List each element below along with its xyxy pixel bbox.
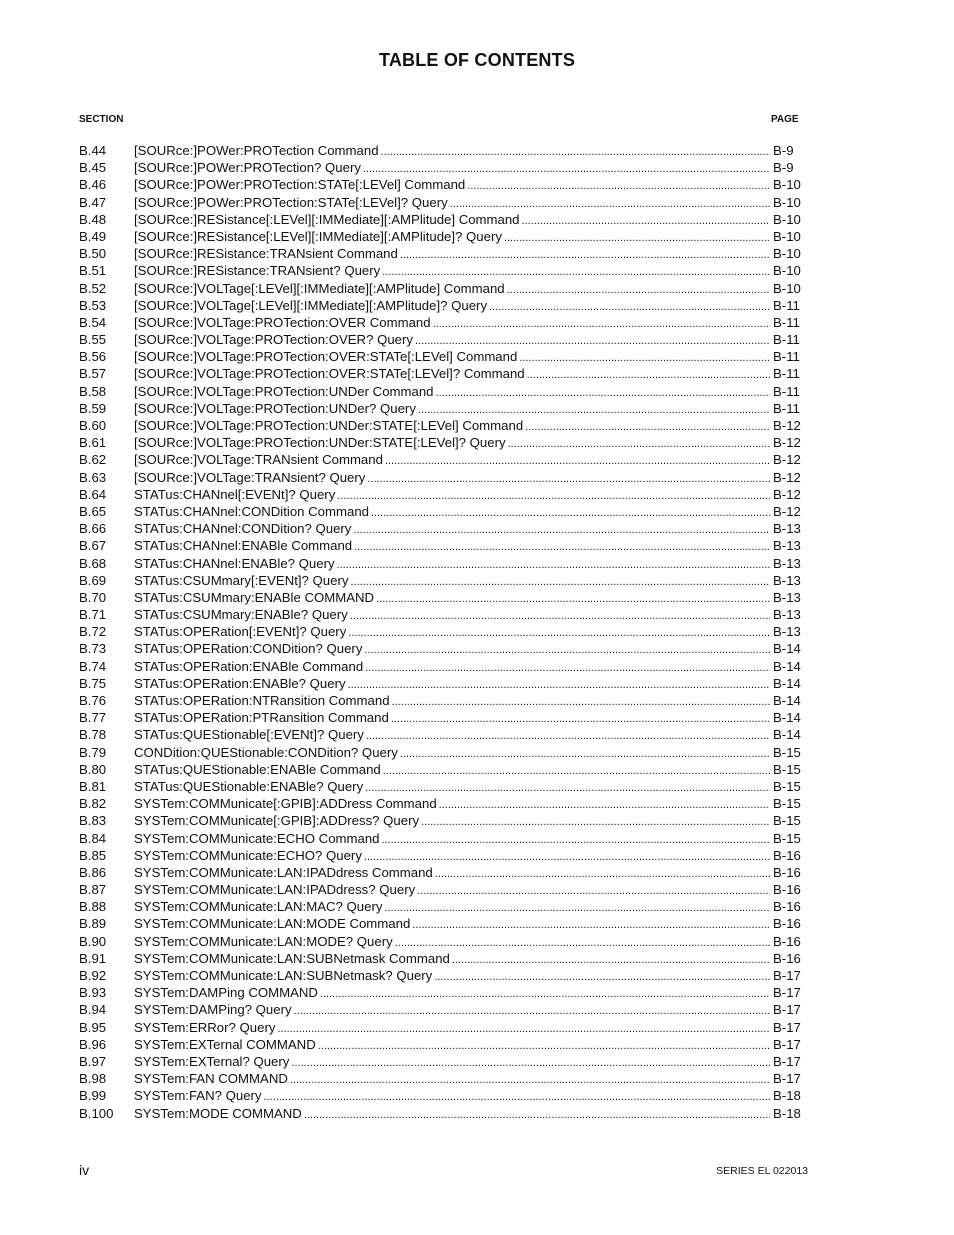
- toc-entry-number: B.83: [79, 813, 107, 829]
- toc-entry-page: B-16: [773, 899, 801, 915]
- toc-entry-number: B.89: [79, 916, 107, 932]
- toc-entry-page: B-10: [773, 194, 801, 210]
- toc-entry-number: B.97: [79, 1053, 107, 1069]
- toc-entry-title: [SOURce:]VOLTage:TRANsient? Query: [134, 469, 366, 485]
- toc-entry[interactable]: [79, 675, 806, 692]
- toc-entry-page: B-13: [773, 607, 801, 623]
- toc-entry-title: SYSTem:DAMPing? Query: [134, 1002, 292, 1018]
- toc-entry-number: B.64: [79, 486, 107, 502]
- toc-entry-title: STATus:OPERation:PTRansition Command: [134, 710, 389, 726]
- toc-entry[interactable]: [79, 812, 806, 829]
- page-title: TABLE OF CONTENTS: [378, 50, 576, 70]
- toc-entry-title: [SOURce:]VOLTage:PROTection:OVER:STATe[:LEVel] Command: [134, 349, 518, 365]
- toc-entry-number: B.61: [79, 435, 107, 451]
- toc-entry-page: B-13: [773, 555, 801, 571]
- toc-entry[interactable]: [79, 847, 806, 864]
- toc-entry-title: STATus:CHANnel:ENABle Command: [134, 538, 353, 554]
- toc-entry-page: B-15: [773, 813, 801, 829]
- toc-entry-page: B-11: [773, 383, 800, 399]
- toc-entry[interactable]: [79, 262, 806, 279]
- toc-entry[interactable]: [79, 314, 806, 331]
- toc-entry-title: [SOURce:]RESistance[:LEVel][:IMMediate][:AMPlitude] Command: [134, 211, 520, 227]
- toc-entry-title: STATus:QUEStionable:ENABle Command: [134, 761, 381, 777]
- toc-entry-number: B.71: [79, 607, 107, 623]
- toc-entry[interactable]: [79, 984, 806, 1001]
- toc-entry-title: [SOURce:]VOLTage[:LEVel][:IMMediate][:AMPlitude]? Query: [134, 297, 488, 313]
- toc-entry-page: B-12: [773, 452, 801, 468]
- toc-entry-number: B.75: [79, 675, 107, 691]
- toc-entry-number: B.99: [79, 1088, 107, 1104]
- toc-entry-page: B-12: [773, 486, 801, 502]
- toc-entry-number: B.91: [79, 950, 107, 966]
- toc-entry-number: B.66: [79, 521, 107, 537]
- toc-entry-page: B-16: [773, 864, 801, 880]
- toc-entry-page: B-13: [773, 624, 801, 640]
- toc-entry-title: [SOURce:]VOLTage:PROTection:UNDer Command: [134, 383, 434, 399]
- toc-entry-page: B-13: [773, 589, 801, 605]
- toc-entry[interactable]: [79, 606, 806, 623]
- toc-entry[interactable]: [79, 915, 806, 932]
- toc-entry-page: B-16: [773, 933, 801, 949]
- toc-entry-title: [SOURce:]POWer:PROTection:STATe[:LEVel]? Query: [134, 194, 448, 210]
- toc-entry[interactable]: [79, 211, 806, 228]
- toc-entry-page: B-17: [773, 1036, 801, 1052]
- toc-entry[interactable]: [79, 1001, 806, 1018]
- toc-entry-number: B.49: [79, 228, 107, 244]
- toc-entry-number: B.58: [79, 383, 107, 399]
- toc-entry-page: B-14: [773, 693, 801, 708]
- toc-entry-title: [SOURce:]POWer:PROTection:STATe[:LEVel] Command: [134, 177, 466, 193]
- toc-entry-title: SYSTem:MODE COMMAND: [134, 1105, 302, 1121]
- toc-entry[interactable]: [79, 176, 806, 193]
- toc-entry-title: SYSTem:FAN? Query: [134, 1088, 262, 1104]
- toc-entry[interactable]: [79, 486, 806, 503]
- toc-entry-page: B-13: [773, 572, 801, 588]
- toc-entry-title: [SOURce:]VOLTage:PROTection:OVER Command: [134, 314, 431, 330]
- toc-entry[interactable]: [79, 1036, 806, 1053]
- toc-entry[interactable]: [79, 417, 806, 434]
- toc-entry-page: B-13: [773, 521, 801, 537]
- toc-entry[interactable]: [79, 778, 806, 795]
- toc-entry[interactable]: [79, 503, 806, 520]
- toc-entry-page: B-14: [773, 641, 801, 657]
- toc-entry-page: B-17: [773, 1053, 801, 1069]
- toc-entry-title: STATus:QUEStionable:ENABle? Query: [134, 778, 364, 794]
- toc-entry-page: B-12: [773, 435, 801, 451]
- toc-entry-number: B.50: [79, 246, 107, 262]
- toc-entry-number: B.79: [79, 744, 107, 760]
- toc-entry-number: B.59: [79, 400, 107, 416]
- toc-entry[interactable]: [79, 520, 806, 537]
- toc-entry-number: B.73: [79, 641, 107, 657]
- toc-entry-title: STATus:OPERation:NTRansition Command: [134, 693, 390, 708]
- toc-entry-number: B.67: [79, 538, 107, 554]
- toc-entry-title: SYSTem:COMMunicate:LAN:SUBNetmask? Query: [134, 968, 433, 983]
- toc-entry-title: STATus:CSUMmary[:EVENt]? Query: [134, 572, 349, 588]
- toc-entry-number: B.68: [79, 555, 107, 571]
- toc-entry-title: STATus:OPERation:ENABle? Query: [134, 675, 346, 691]
- toc-entry-page: B-11: [773, 332, 800, 348]
- toc-entry[interactable]: [79, 1019, 806, 1036]
- toc-entry[interactable]: [79, 142, 806, 159]
- toc-entry-number: B.94: [79, 1002, 107, 1018]
- toc-entry-title: SYSTem:COMMunicate[:GPIB]:ADDress Command: [134, 796, 437, 812]
- toc-entry[interactable]: [79, 365, 806, 382]
- toc-entry[interactable]: [79, 709, 806, 726]
- toc-entry[interactable]: [79, 194, 806, 211]
- page-column-header: PAGE: [771, 114, 799, 125]
- toc-list: [79, 142, 806, 1122]
- toc-entry-number: B.55: [79, 332, 107, 348]
- toc-entry-number: B.88: [79, 899, 107, 915]
- toc-entry-page: B-10: [773, 246, 801, 262]
- toc-entry-page: B-15: [773, 744, 801, 760]
- toc-entry-number: B.47: [79, 194, 107, 210]
- toc-entry-number: B.51: [79, 263, 107, 279]
- toc-entry-number: B.54: [79, 314, 107, 330]
- toc-entry-number: B.62: [79, 452, 107, 468]
- toc-entry[interactable]: [79, 451, 806, 468]
- toc-entry-page: B-11: [773, 297, 800, 313]
- toc-entry-number: B.60: [79, 418, 107, 433]
- toc-entry-title: [SOURce:]RESistance:TRANsient? Query: [134, 263, 381, 279]
- toc-entry[interactable]: [79, 658, 806, 675]
- toc-entry-page: B-12: [773, 469, 801, 485]
- toc-entry-title: SYSTem:COMMunicate:LAN:IPADdress? Query: [134, 882, 416, 898]
- toc-entry-title: STATus:OPERation:ENABle Command: [134, 658, 364, 674]
- toc-entry[interactable]: [79, 933, 806, 950]
- toc-entry-page: B-9: [773, 160, 794, 176]
- toc-entry-title: SYSTem:COMMunicate:LAN:SUBNetmask Command: [134, 950, 450, 966]
- toc-entry-number: B.81: [79, 778, 107, 794]
- toc-entry[interactable]: [79, 967, 806, 984]
- toc-entry-number: B.63: [79, 469, 107, 485]
- toc-entry-page: B-17: [773, 1071, 801, 1087]
- toc-entry[interactable]: [79, 1070, 806, 1087]
- toc-entry[interactable]: [79, 1053, 806, 1070]
- toc-entry-number: B.77: [79, 710, 107, 726]
- toc-entry-title: STATus:CHANnel:ENABle? Query: [134, 555, 335, 571]
- toc-entry-number: B.45: [79, 160, 107, 176]
- toc-entry-number: B.44: [79, 143, 107, 158]
- toc-entry-title: [SOURce:]POWer:PROTection? Query: [134, 160, 361, 176]
- toc-entry[interactable]: [79, 555, 806, 572]
- toc-entry-page: B-14: [773, 658, 801, 674]
- toc-entry-page: B-15: [773, 778, 801, 794]
- toc-entry-number: B.93: [79, 985, 107, 1001]
- toc-entry-title: STATus:CHANnel[:EVENt]? Query: [134, 486, 336, 502]
- toc-entry[interactable]: [79, 640, 806, 657]
- toc-entry[interactable]: [79, 898, 806, 915]
- toc-entry-number: B.56: [79, 349, 107, 365]
- toc-entry-title: STATus:CHANnel:CONDition Command: [134, 503, 369, 519]
- toc-entry-title: CONDition:QUEStionable:CONDition? Query: [134, 744, 398, 760]
- toc-entry-page: B-15: [773, 830, 801, 846]
- toc-entry-page: B-10: [773, 263, 801, 279]
- toc-entry-page: B-12: [773, 418, 801, 433]
- toc-entry-title: [SOURce:]VOLTage:PROTection:OVER? Query: [134, 332, 413, 348]
- toc-entry-title: SYSTem:ERRor? Query: [134, 1019, 276, 1035]
- toc-entry-title: SYSTem:COMMunicate:LAN:MODE Command: [134, 916, 411, 932]
- toc-entry-number: B.92: [79, 968, 107, 983]
- toc-entry-page: B-14: [773, 675, 801, 691]
- toc-entry-number: B.96: [79, 1036, 107, 1052]
- toc-entry-title: [SOURce:]VOLTage:PROTection:UNDer? Query: [134, 400, 416, 416]
- toc-entry[interactable]: [79, 537, 806, 554]
- toc-entry-number: B.52: [79, 280, 107, 296]
- toc-entry-page: B-18: [773, 1105, 801, 1121]
- toc-entry[interactable]: [79, 761, 806, 778]
- toc-entry[interactable]: [79, 864, 806, 881]
- toc-entry-page: B-10: [773, 228, 801, 244]
- toc-entry[interactable]: [79, 348, 806, 365]
- toc-entry[interactable]: [79, 1105, 806, 1122]
- toc-entry[interactable]: [79, 469, 806, 486]
- toc-entry-page: B-11: [773, 314, 800, 330]
- toc-entry-title: SYSTem:COMMunicate:LAN:MAC? Query: [134, 899, 383, 915]
- toc-entry-page: B-13: [773, 538, 801, 554]
- toc-entry-title: SYSTem:COMMunicate:ECHO? Query: [134, 847, 362, 863]
- toc-entry-title: [SOURce:]RESistance:TRANsient Command: [134, 246, 398, 262]
- toc-entry-title: [SOURce:]VOLTage:PROTection:UNDer:STATE[:LEVel] Command: [134, 418, 524, 433]
- toc-entry-number: B.76: [79, 693, 107, 708]
- toc-entry-number: B.69: [79, 572, 107, 588]
- toc-entry-page: B-17: [773, 968, 801, 983]
- toc-entry-title: STATus:CHANnel:CONDition? Query: [134, 521, 352, 537]
- toc-entry[interactable]: [79, 950, 806, 967]
- toc-entry-title: [SOURce:]POWer:PROTection Command: [134, 143, 379, 158]
- toc-entry-number: B.72: [79, 624, 107, 640]
- toc-entry[interactable]: [79, 1087, 806, 1104]
- toc-entry[interactable]: [79, 726, 806, 743]
- toc-entry[interactable]: [79, 795, 806, 812]
- toc-entry-number: B.98: [79, 1071, 107, 1087]
- toc-entry[interactable]: [79, 228, 806, 245]
- toc-entry-number: B.48: [79, 211, 107, 227]
- toc-entry-page: B-14: [773, 710, 801, 726]
- toc-entry-title: SYSTem:COMMunicate[:GPIB]:ADDress? Query: [134, 813, 420, 829]
- toc-entry[interactable]: [79, 881, 806, 898]
- toc-entry-page: B-16: [773, 916, 801, 932]
- footer-page-number: iv: [79, 1162, 90, 1178]
- toc-entry-title: [SOURce:]VOLTage:PROTection:UNDer:STATE[:LEVel]? Query: [134, 435, 506, 451]
- toc-entry[interactable]: [79, 280, 806, 297]
- toc-entry[interactable]: [79, 434, 806, 451]
- toc-entry[interactable]: [79, 331, 806, 348]
- toc-entry[interactable]: [79, 572, 806, 589]
- toc-entry-page: B-15: [773, 761, 801, 777]
- toc-entry[interactable]: [79, 383, 806, 400]
- toc-entry-number: B.100: [79, 1105, 114, 1121]
- toc-entry-page: B-16: [773, 950, 801, 966]
- section-column-header: SECTION: [79, 114, 124, 125]
- toc-entry[interactable]: [79, 245, 806, 262]
- toc-entry-title: [SOURce:]VOLTage:PROTection:OVER:STATe[:LEVel]? Command: [134, 366, 525, 382]
- toc-entry[interactable]: [79, 400, 806, 417]
- toc-entry-number: B.46: [79, 177, 107, 193]
- toc-entry-page: B-10: [773, 211, 801, 227]
- toc-entry-page: B-12: [773, 503, 801, 519]
- toc-entry-page: B-10: [773, 177, 801, 193]
- toc-entry-title: SYSTem:FAN COMMAND: [134, 1071, 288, 1087]
- toc-entry-title: STATus:OPERation[:EVENt]? Query: [134, 624, 347, 640]
- toc-entry[interactable]: [79, 159, 806, 176]
- footer-series-label: SERIES EL 022013: [716, 1165, 808, 1177]
- toc-entry-title: [SOURce:]VOLTage:TRANsient Command: [134, 452, 383, 468]
- toc-entry[interactable]: [79, 744, 806, 761]
- toc-entry-title: [SOURce:]RESistance[:LEVel][:IMMediate][:AMPlitude]? Query: [134, 228, 502, 244]
- toc-entry-title: [SOURce:]VOLTage[:LEVel][:IMMediate][:AMPlitude] Command: [134, 280, 505, 296]
- toc-entry-title: STATus:QUEStionable[:EVENt]? Query: [134, 727, 364, 743]
- toc-entry-number: B.90: [79, 933, 107, 949]
- toc-entry-page: B-17: [773, 1002, 801, 1018]
- toc-entry-page: B-17: [773, 1019, 801, 1035]
- toc-entry-title: SYSTem:EXTernal? Query: [134, 1053, 290, 1069]
- toc-entry[interactable]: [79, 589, 806, 606]
- toc-entry-number: B.80: [79, 761, 107, 777]
- toc-entry-title: SYSTem:DAMPing COMMAND: [134, 985, 318, 1001]
- toc-entry-page: B-9: [773, 143, 794, 158]
- toc-entry-page: B-11: [773, 366, 800, 382]
- toc-entry-number: B.85: [79, 847, 107, 863]
- toc-entry-number: B.95: [79, 1019, 107, 1035]
- toc-entry[interactable]: [79, 297, 806, 314]
- toc-entry-page: B-18: [773, 1088, 801, 1104]
- toc-entry[interactable]: [79, 623, 806, 640]
- toc-entry-number: B.70: [79, 589, 107, 605]
- toc-entry-page: B-17: [773, 985, 801, 1001]
- toc-entry-page: B-14: [773, 727, 801, 743]
- toc-entry-title: SYSTem:COMMunicate:LAN:IPADdress Command: [134, 864, 433, 880]
- toc-entry-number: B.78: [79, 727, 107, 743]
- toc-entry-number: B.53: [79, 297, 107, 313]
- toc-entry-page: B-16: [773, 847, 801, 863]
- toc-entry-number: B.57: [79, 366, 107, 382]
- toc-entry-page: B-10: [773, 280, 801, 296]
- toc-entry-title: STATus:OPERation:CONDition? Query: [134, 641, 363, 657]
- toc-entry-page: B-11: [773, 400, 800, 416]
- toc-entry-title: SYSTem:EXTernal COMMAND: [134, 1036, 316, 1052]
- toc-entry-number: B.74: [79, 658, 107, 674]
- toc-entry[interactable]: [79, 692, 806, 709]
- toc-entry-number: B.82: [79, 796, 107, 812]
- toc-entry-title: STATus:CSUMmary:ENABle? Query: [134, 607, 348, 623]
- toc-entry[interactable]: [79, 830, 806, 847]
- toc-leader-dots: [304, 1105, 770, 1124]
- toc-entry-number: B.86: [79, 864, 107, 880]
- toc-entry-page: B-11: [773, 349, 800, 365]
- toc-entry-number: B.87: [79, 882, 107, 898]
- toc-entry-number: B.65: [79, 503, 107, 519]
- toc-entry-title: STATus:CSUMmary:ENABle COMMAND: [134, 589, 375, 605]
- toc-entry-title: SYSTem:COMMunicate:ECHO Command: [134, 830, 380, 846]
- toc-entry-page: B-15: [773, 796, 801, 812]
- toc-entry-title: SYSTem:COMMunicate:LAN:MODE? Query: [134, 933, 393, 949]
- toc-entry-page: B-16: [773, 882, 801, 898]
- toc-entry-number: B.84: [79, 830, 107, 846]
